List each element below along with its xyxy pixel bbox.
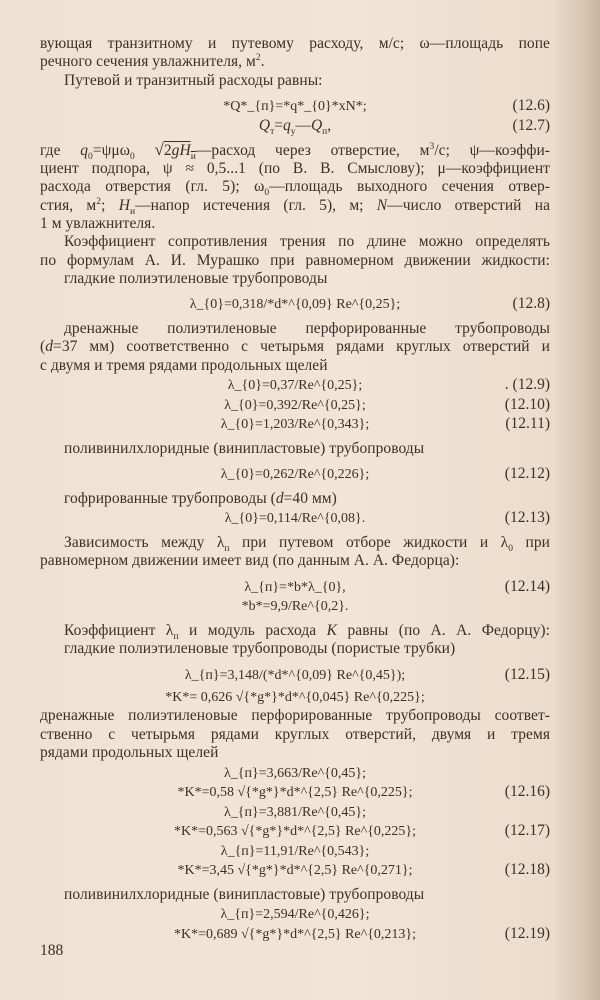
text-line: гофрированные трубопроводы (d=40 мм) [64, 490, 337, 508]
superscript: 2 [96, 196, 102, 207]
page-body [40, 35, 550, 944]
subscript: п [322, 126, 328, 137]
equation-12-15 [40, 665, 550, 685]
formula: *Q*_{п}=*q*_{0}*xN*; [223, 99, 367, 115]
subscript: 0 [508, 544, 514, 555]
subscript: п [173, 632, 179, 643]
equation-lambda-4 [40, 904, 550, 924]
text-line: по формулам А. И. Мурашко при равномерном движении жидкости: [40, 251, 550, 269]
text-line: ственно с четырьмя рядами круглых отверстий, двумя и тремя [40, 725, 550, 743]
subscript: п [224, 544, 230, 555]
superscript: 2 [255, 53, 261, 64]
text-line: циент подпора, ψ ≈ 0,5...1 (по В. В. Смыслову); μ—коэффициент [40, 159, 550, 177]
equation-k-smooth [40, 684, 550, 707]
text-line: дренажные полиэтиленовые перфорированные трубопроводы [64, 320, 550, 338]
equation-lambda-3 [40, 841, 550, 861]
equation-number: (12.7) [512, 116, 550, 134]
equation-12-14 [40, 577, 550, 597]
text-line: расхода отверстия (гл. 5); $\omega_0—площадь$ выходного сечения отвер- [40, 178, 551, 199]
equation-12-12 [40, 464, 550, 484]
formula: *b*=9,9/Re^{0,2}. [241, 599, 349, 615]
text-line: (d=37 мм) соответственно с четырьмя рядами круглых отверстий и [40, 338, 550, 356]
equation-number: (12.14) [504, 577, 550, 595]
equation-12-16 [40, 782, 550, 802]
text-line: гладкие полиэтиленовые трубопроводы (пористые трубки) [64, 640, 456, 658]
subscript: и [190, 152, 196, 163]
equation-number: (12.18) [504, 861, 550, 879]
equation-12-8 [40, 294, 550, 314]
equation-b [40, 596, 550, 616]
formula: $Q_т=q_у—Q_п$, [258, 116, 332, 137]
text-line: гладкие полиэтиленовые трубопроводы [64, 270, 328, 288]
formula: λ_{п}=3,881/Re^{0,45}; [224, 804, 366, 820]
subscript: 0 [129, 152, 135, 163]
text-line: Путевой и транзитный расходы равны: [64, 71, 323, 89]
superscript: 3 [429, 142, 435, 153]
equation-number: (12.16) [504, 783, 550, 801]
text-line: Коэффициент сопротивления трения по длине можно определять [64, 233, 550, 251]
equation-number: (12.19) [504, 925, 550, 943]
subscript: и [129, 206, 136, 217]
subscript: 0 [88, 152, 93, 163]
formula: *K*= 0,626 √{*g*}*d*^{0,045} Re^{0,225}; [165, 690, 425, 706]
subscript: т [270, 126, 275, 137]
formula: λ_{0}=1,203/Re^{0,343}; [220, 417, 370, 433]
text-line: Зависимость между $\lambda_п$ при путевом отборе жидкости и $\lambda_0$ при [64, 534, 550, 555]
formula: λ_{0}=0,37/Re^{0,25}; [227, 378, 363, 394]
text-line: речного сечения увлажнителя, $м^2$. [40, 53, 265, 71]
equation-lambda-2 [40, 802, 550, 822]
equation-12-13 [40, 508, 550, 528]
formula: λ_{0}=0,262/Re^{0,226}; [220, 467, 370, 483]
radicand: $2gH_и$ [163, 142, 196, 163]
sqrt-sign: √ [154, 140, 164, 160]
equation-12-7 [40, 116, 550, 136]
text-line: рядами продольных щелей [40, 744, 219, 762]
equation-12-11 [40, 414, 550, 434]
text-line: где $q_0=\psi\mu\omega_0$ $√2gH_и—расход$ через отверстие, $м^3/с$; ψ—коэффи- [40, 140, 550, 163]
text-line: поливинилхлоридные (винипластовые) трубопроводы [64, 440, 425, 458]
formula: *K*=0,563 √{*g*}*d*^{2,5} Re^{0,225}; [173, 824, 417, 840]
formula: λ_{0}=0,392/Re^{0,25}; [224, 397, 366, 413]
equation-12-17 [40, 821, 550, 841]
subscript: у [290, 126, 296, 137]
text-line: 1 м увлажнителя. [40, 214, 156, 232]
equation-12-9 [40, 375, 550, 395]
formula: λ_{0}=0,114/Re^{0,08}. [224, 511, 366, 527]
formula: *K*=0,58 √{*g*}*d*^{2,5} Re^{0,225}; [177, 785, 413, 801]
equation-number: (12.13) [504, 509, 550, 527]
equation-number: (12.15) [504, 665, 550, 683]
equation-number: (12.10) [504, 395, 550, 413]
text-line: равномерном движении имеет вид (по данным А. А. Федорца): [40, 552, 460, 570]
equation-12-18 [40, 860, 550, 880]
equation-number: (12.11) [505, 415, 550, 433]
equation-12-6 [40, 96, 550, 116]
text-line: поливинилхлоридные (винипластовые) трубопроводы [64, 886, 425, 904]
formula: λ_{п}=*b*λ_{0}, [244, 579, 346, 595]
equation-number: (12.12) [504, 465, 550, 483]
text-line: вующая транзитному и путевому расходу, м/с; ω—площадь попе [40, 35, 550, 52]
equation-12-19 [40, 924, 550, 944]
formula: *K*=0,689 √{*g*}*d*^{2,5} Re^{0,213}; [173, 927, 417, 943]
equation-number: . (12.9) [504, 376, 550, 394]
text-line: дренажные полиэтиленовые перфорированные трубопроводы соответ- [40, 707, 550, 725]
page-number: 188 [40, 942, 64, 959]
subscript: 0 [264, 188, 270, 199]
equation-12-10 [40, 395, 550, 415]
text-line: Коэффициент $\lambda_п$ и модуль расхода K равны (по А. А. Федорцу): [64, 621, 551, 643]
text-line: стия, $м^2$; $H_и—напор$ истечения (гл. 5), м; N—число отверстий на [40, 196, 551, 217]
text-line: с двумя и тремя рядами продольных щелей [40, 356, 328, 374]
equation-number: (12.17) [504, 822, 550, 840]
formula: λ_{п}=2,594/Re^{0,426}; [220, 907, 370, 923]
formula: λ_{0}=0,318/*d*^{0,09} Re^{0,25}; [189, 297, 401, 313]
equation-lambda-1 [40, 763, 550, 783]
equation-number: (12.8) [512, 295, 550, 313]
formula: λ_{п}=11,91/Re^{0,543}; [220, 843, 370, 859]
formula: *K*=3,45 √{*g*}*d*^{2,5} Re^{0,271}; [177, 863, 413, 879]
formula: λ_{п}=3,148/(*d*^{0,09} Re^{0,45}); [184, 667, 406, 683]
formula: λ_{п}=3,663/Re^{0,45}; [224, 765, 366, 781]
equation-number: (12.6) [512, 97, 550, 115]
